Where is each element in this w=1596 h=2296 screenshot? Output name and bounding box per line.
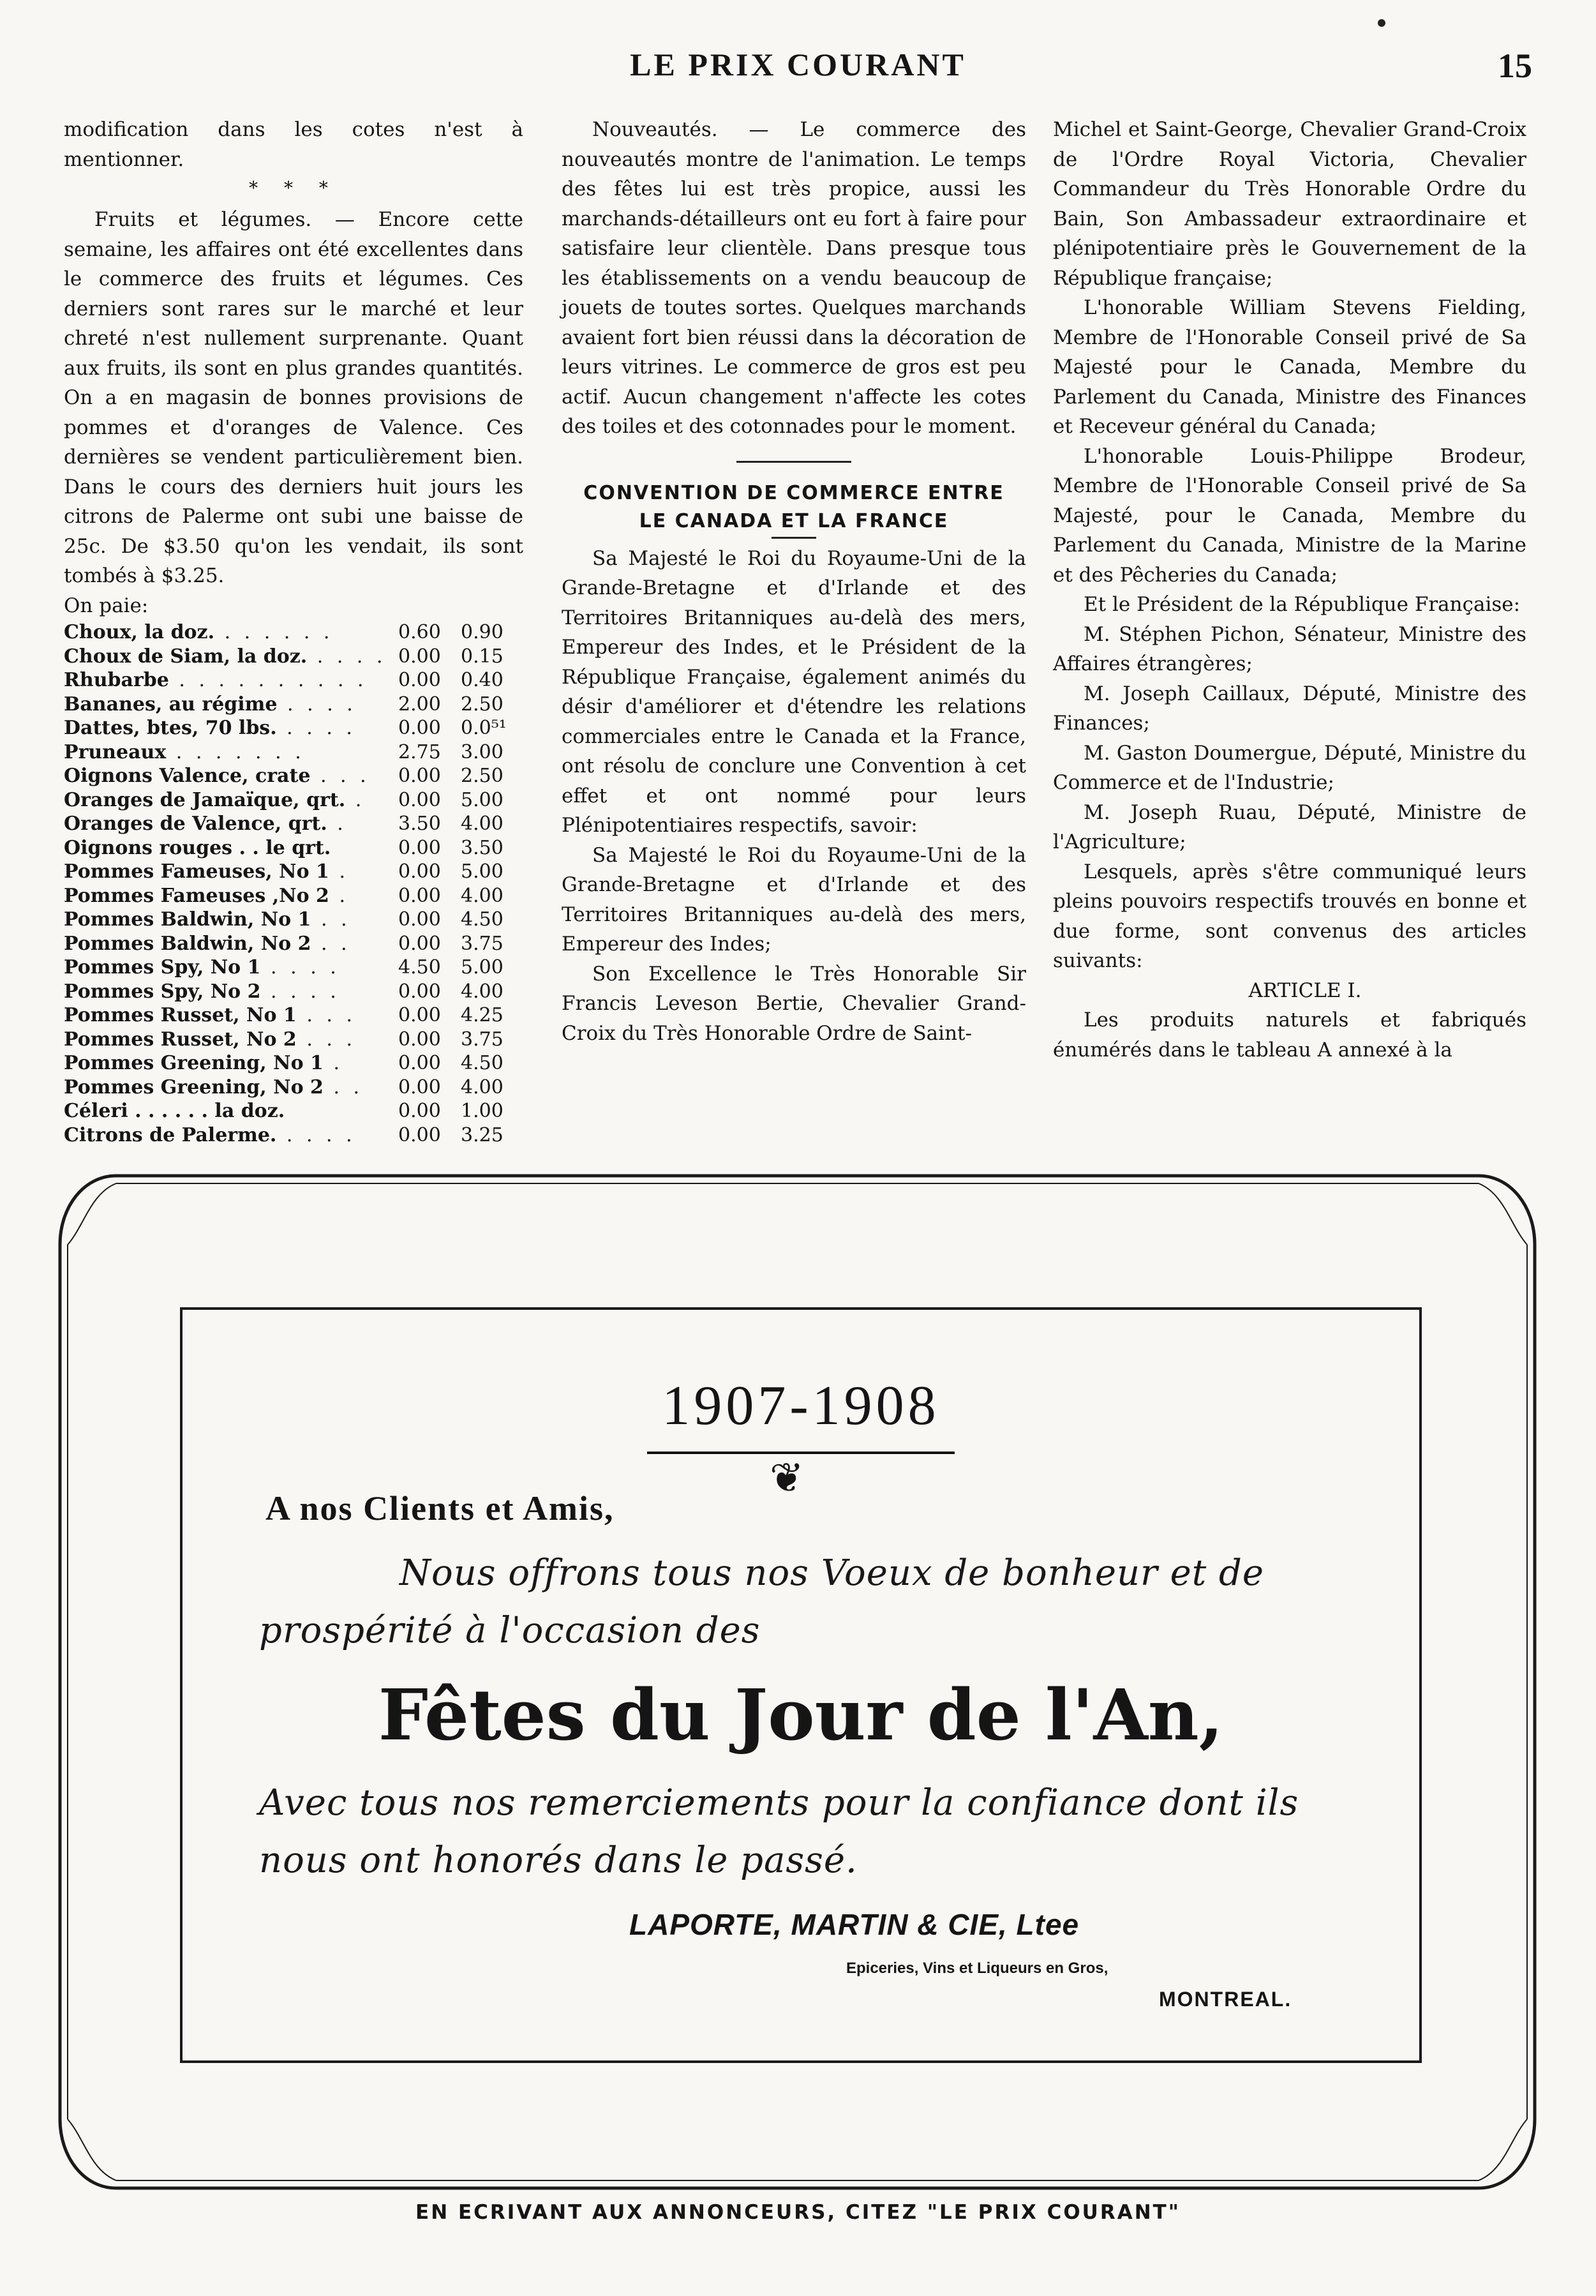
price-item <box>64 812 398 836</box>
price-item-leader: . . . . <box>276 717 356 739</box>
greeting-card <box>180 1307 1422 2063</box>
price-high: 3.75 <box>461 932 503 955</box>
thanks-line-2: nous ont honorés dans le passé. <box>259 1840 858 1881</box>
greeting: A nos Clients et Amis, <box>265 1489 615 1527</box>
thanks-line-1: Avec tous nos remerciements pour la confiance dont ils <box>259 1782 1299 1824</box>
price-item <box>64 693 398 717</box>
price-row <box>64 1099 523 1123</box>
price-low: 0.00 <box>398 669 441 691</box>
ink-dot <box>1378 19 1385 27</box>
price-high: 4.00 <box>461 813 503 835</box>
price-item <box>64 788 398 813</box>
price-low: 3.50 <box>398 813 441 835</box>
price-row <box>64 836 523 860</box>
col3-p3: Et le Président de la République Française: <box>1084 593 1521 616</box>
price-item <box>64 1099 398 1123</box>
price-item-leader: . <box>327 813 347 835</box>
price-item-leader: . <box>345 788 366 811</box>
convention-p2: Sa Majesté le Roi du Royaume-Uni de la Grande-Bretagne et d'Irlande et des Territoires Britanniques au-delà des mers, Empereur des Indes; <box>562 843 1026 956</box>
page-title: LE PRIX COURANT <box>630 47 966 82</box>
price-item <box>64 620 398 645</box>
price-item <box>64 1076 398 1100</box>
wishes-line-1: Nous offrons tous nos Voeux de bonheur et de <box>399 1552 1265 1594</box>
price-row <box>64 908 523 932</box>
price-item-name: Bananes, au régime <box>64 693 278 716</box>
price-item-leader: . . . . <box>260 956 340 979</box>
price-item-name: Oignons rouges . . le qrt. <box>64 836 331 859</box>
price-item-leader: . <box>323 1052 343 1074</box>
fruits-heading: Fruits et légumes. <box>94 208 312 231</box>
price-item-name: Pommes Baldwin, No 2 <box>64 932 311 955</box>
price-item <box>64 956 398 980</box>
company-business: Epiceries, Vins et Liqueurs en Gros, <box>846 1960 1108 1977</box>
price-item-name: Pommes Fameuses, No 1 <box>64 860 329 883</box>
price-high: 0.0⁵¹ <box>461 717 507 739</box>
price-low: 0.00 <box>398 884 441 907</box>
col3-p6: M. Gaston Doumergue, Député, Ministre du Commerce et de l'Industrie; <box>1053 741 1526 794</box>
price-row <box>64 1123 523 1148</box>
price-item <box>64 1051 398 1076</box>
price-row <box>64 884 523 908</box>
price-item-leader: . . . . <box>307 645 387 668</box>
price-low: 0.00 <box>398 836 441 859</box>
price-low: 0.00 <box>398 717 441 739</box>
price-high: 4.50 <box>461 1052 503 1074</box>
price-high: 0.15 <box>461 645 503 668</box>
price-high: 4.50 <box>461 908 503 931</box>
fruits-paragraph <box>64 205 523 591</box>
price-row <box>64 788 523 813</box>
price-low: 2.75 <box>398 740 441 763</box>
col3-p1: L'honorable William Stevens Fielding, Membre de l'Honorable Conseil privé de Sa Majesté pour le Canada, Membre du Parlement du Canada, Ministre des Finances et Receveur général du Canada; <box>1053 296 1526 438</box>
price-row <box>64 620 523 645</box>
price-row <box>64 812 523 836</box>
price-low: 0.00 <box>398 1004 441 1026</box>
convention-p1: Sa Majesté le Roi du Royaume-Uni de la Grande-Bretagne et d'Irlande et des Territoires Britanniques au-delà des mers, Empereur des Indes, et le Président de la République Française, également animés du désir d'améliorer et d'étendre les relations commerciales entre le Canada et la France, ont résolu de conclure une Convention à cet effet et ont nommé pour leurs Plénipotentiaires respectifs, savoir: <box>562 546 1026 837</box>
company-city: MONTREAL. <box>1159 1988 1292 2011</box>
col3-p7: M. Joseph Ruau, Député, Ministre de l'Agriculture; <box>1053 800 1526 853</box>
price-item <box>64 764 398 788</box>
price-item <box>64 860 398 884</box>
price-low: 0.00 <box>398 860 441 883</box>
price-item-name: Pommes Russet, No 2 <box>64 1028 297 1051</box>
price-low: 0.00 <box>398 1052 441 1074</box>
col3-p5: M. Joseph Caillaux, Député, Ministre des Finances; <box>1053 682 1526 735</box>
price-item-name: Dattes, btes, 70 lbs. <box>64 717 277 739</box>
price-item-leader: . . . <box>310 765 370 787</box>
price-low: 0.00 <box>398 908 441 931</box>
price-item-leader: . . . . . . . <box>166 740 305 763</box>
price-high: 3.50 <box>461 836 503 859</box>
company-name: LAPORTE, MARTIN & CIE, Ltee <box>629 1908 1080 1941</box>
price-high: 2.50 <box>461 765 503 787</box>
price-high: 1.00 <box>461 1100 503 1122</box>
price-item <box>64 884 398 908</box>
footer-notice: EN ECRIVANT AUX ANNONCEURS, CITEZ "LE PRIX COURANT" <box>415 2201 1181 2224</box>
price-low: 0.00 <box>398 1100 441 1122</box>
price-item-name: Pruneaux <box>64 740 167 763</box>
price-item-leader: . . . . <box>277 693 357 716</box>
price-low: 0.00 <box>398 980 441 1003</box>
price-item-leader: . <box>329 884 349 907</box>
price-item-leader: . . <box>311 908 351 931</box>
article-heading: ARTICLE I. <box>1248 979 1362 1002</box>
price-row <box>64 740 523 765</box>
price-low: 0.00 <box>398 1028 441 1051</box>
price-item-name: Pommes Russet, No 1 <box>64 1004 297 1026</box>
price-item <box>64 668 398 693</box>
price-high: 5.00 <box>461 788 503 811</box>
price-low: 0.00 <box>398 1076 441 1099</box>
col3-p4: M. Stéphen Pichon, Sénateur, Ministre des Affaires étrangères; <box>1053 622 1526 675</box>
price-item-name: Pommes Baldwin, No 1 <box>64 908 311 931</box>
price-row <box>64 668 523 693</box>
price-item-leader: . . . . <box>260 980 340 1003</box>
price-item-name: Pommes Greening, No 1 <box>64 1052 324 1074</box>
price-high: 4.25 <box>461 1004 503 1026</box>
price-item-name: Pommes Spy, No 2 <box>64 980 261 1003</box>
price-item-leader: . . <box>323 1076 364 1099</box>
year-heading: 1907-1908 <box>662 1375 940 1437</box>
page-number: 15 <box>1498 47 1532 85</box>
price-item-leader: . . . . <box>276 1123 356 1146</box>
col3-p2: L'honorable Louis-Philippe Brodeur, Membre de l'Honorable Conseil privé de Sa Majesté, pour le Canada, Membre du Parlement du Canada, Ministre de la Marine et des Pêcheries du Canada; <box>1053 444 1526 587</box>
price-table <box>64 620 523 1147</box>
price-item-name: Choux de Siam, la doz. <box>64 645 308 668</box>
price-high: 4.00 <box>461 884 503 907</box>
price-item-name: Citrons de Palerme. <box>64 1123 277 1146</box>
nouveautes-paragraph <box>562 115 1026 442</box>
price-high: 0.90 <box>461 621 503 643</box>
price-low: 0.00 <box>398 645 441 668</box>
price-row <box>64 1028 523 1052</box>
convention-p3: Son Excellence le Très Honorable Sir Francis Leveson Bertie, Chevalier Grand-Croix du Très Honorable Ordre de Saint- <box>562 962 1026 1045</box>
headline: Fêtes du Jour de l'An, <box>378 1674 1224 1756</box>
price-row <box>64 932 523 956</box>
price-item <box>64 1028 398 1052</box>
price-low: 0.00 <box>398 932 441 955</box>
price-row <box>64 764 523 788</box>
title-underline <box>772 537 816 539</box>
price-high: 4.00 <box>461 980 503 1003</box>
on-paie: On paie: <box>64 594 149 617</box>
price-item-leader: . . <box>311 932 351 955</box>
price-row <box>64 1076 523 1100</box>
price-high: 3.00 <box>461 740 503 763</box>
convention-title-line2: LE CANADA ET LA FRANCE <box>639 509 949 532</box>
price-item-name: Rhubarbe <box>64 669 169 691</box>
page-header <box>0 46 1596 97</box>
price-item <box>64 908 398 932</box>
price-high: 3.75 <box>461 1028 503 1051</box>
column-3 <box>1053 115 1526 1065</box>
column-1 <box>64 115 523 1147</box>
price-low: 0.00 <box>398 765 441 787</box>
price-item-leader: . . . . . . <box>214 621 334 643</box>
price-item <box>64 740 398 765</box>
price-item-leader: . <box>329 860 349 883</box>
convention-title-line1: CONVENTION DE COMMERCE ENTRE <box>583 481 1004 504</box>
price-item-name: Oranges de Valence, qrt. <box>64 813 327 835</box>
price-row <box>64 645 523 669</box>
price-item-name: Pommes Fameuses ,No 2 <box>64 884 329 907</box>
price-low: 0.60 <box>398 621 441 643</box>
flourish-icon: ❦ <box>770 1455 804 1502</box>
year-underline <box>647 1452 955 1454</box>
price-item-name: Céleri . . . . . . la doz. <box>64 1100 285 1122</box>
price-high: 5.00 <box>461 860 503 883</box>
price-row <box>64 1051 523 1076</box>
price-high: 0.40 <box>461 669 503 691</box>
price-item-name: Oignons Valence, crate <box>64 765 311 787</box>
price-low: 0.00 <box>398 1123 441 1146</box>
fruits-text: — Encore cette semaine, les affaires ont été excellentes dans le commerce des fruits et légumes. Ces derniers sont rares sur le marché et leur chreté n'est nullement surprenante. Quant aux fruits, ils sont en plus grandes quantités. On a en magasin de bonnes provisions de pommes et d'oranges de Valence. Ces dernières se vendent particulièrement bien. Dans le cours des derniers huit jours les citrons de Palerme ont subi une baisse de 25c. De $3.50 qu'on les vendait, ils sont tombés à $3.25. <box>64 208 523 587</box>
price-item <box>64 836 398 860</box>
section-separator: * * * <box>249 177 338 199</box>
price-row <box>64 693 523 717</box>
wishes-line-2: prospérité à l'occasion des <box>259 1610 761 1651</box>
price-item-leader: . . . <box>296 1028 356 1051</box>
nouveautes-heading: Nouveautés. <box>592 118 718 141</box>
intro-text: modification dans les cotes n'est à mentionner. <box>64 118 523 171</box>
price-row <box>64 860 523 884</box>
nouveautes-text: — Le commerce des nouveautés montre de l'animation. Le temps des fêtes lui est très propice, aussi les marchands-détailleurs ont eu fort à faire pour satisfaire leur clientèle. Dans presque tous les établissements on a vendu beaucoup de jouets de toutes sortes. Quelques marchands avaient fort bien réussi dans la décoration de leurs vitrines. Le commerce de gros est peu actif. Aucun changement n'affecte les cotes des toiles et des cotonnades pour le moment. <box>562 118 1026 438</box>
price-row <box>64 1003 523 1028</box>
price-item-name: Oranges de Jamaïque, qrt. <box>64 788 346 811</box>
price-row <box>64 980 523 1004</box>
divider <box>736 461 851 463</box>
price-item <box>64 1003 398 1028</box>
price-row <box>64 716 523 740</box>
price-item <box>64 980 398 1004</box>
price-item-leader: . . . . . . . . . . <box>168 669 368 691</box>
col3-p8: Lesquels, après s'être communiqué leurs pleins pouvoirs respectifs trouvés en bonne et due forme, sont convenus des articles suivants: <box>1053 860 1526 972</box>
price-item <box>64 716 398 740</box>
price-item <box>64 645 398 669</box>
price-high: 5.00 <box>461 956 503 979</box>
price-item-name: Pommes Spy, No 1 <box>64 956 261 979</box>
price-item-leader: . . . <box>296 1004 356 1026</box>
price-item-name: Choux, la doz. <box>64 621 215 643</box>
price-high: 2.50 <box>461 693 503 716</box>
column-2 <box>562 115 1026 1048</box>
col3-p9: Les produits naturels et fabriqués énumérés dans le tableau A annexé à la <box>1053 1009 1526 1062</box>
price-item <box>64 932 398 956</box>
price-low: 0.00 <box>398 788 441 811</box>
price-row <box>64 956 523 980</box>
price-low: 4.50 <box>398 956 441 979</box>
price-high: 4.00 <box>461 1076 503 1099</box>
price-high: 3.25 <box>461 1123 503 1146</box>
price-low: 2.00 <box>398 693 441 716</box>
price-item-name: Pommes Greening, No 2 <box>64 1076 324 1099</box>
col3-p0: Michel et Saint-George, Chevalier Grand-Croix de l'Ordre Royal Victoria, Chevalier Commandeur du Très Honorable Ordre du Bain, Son Ambassadeur extraordinaire et plénipotentiaire près le Gouvernement de la République française; <box>1053 118 1526 290</box>
price-item <box>64 1123 398 1148</box>
